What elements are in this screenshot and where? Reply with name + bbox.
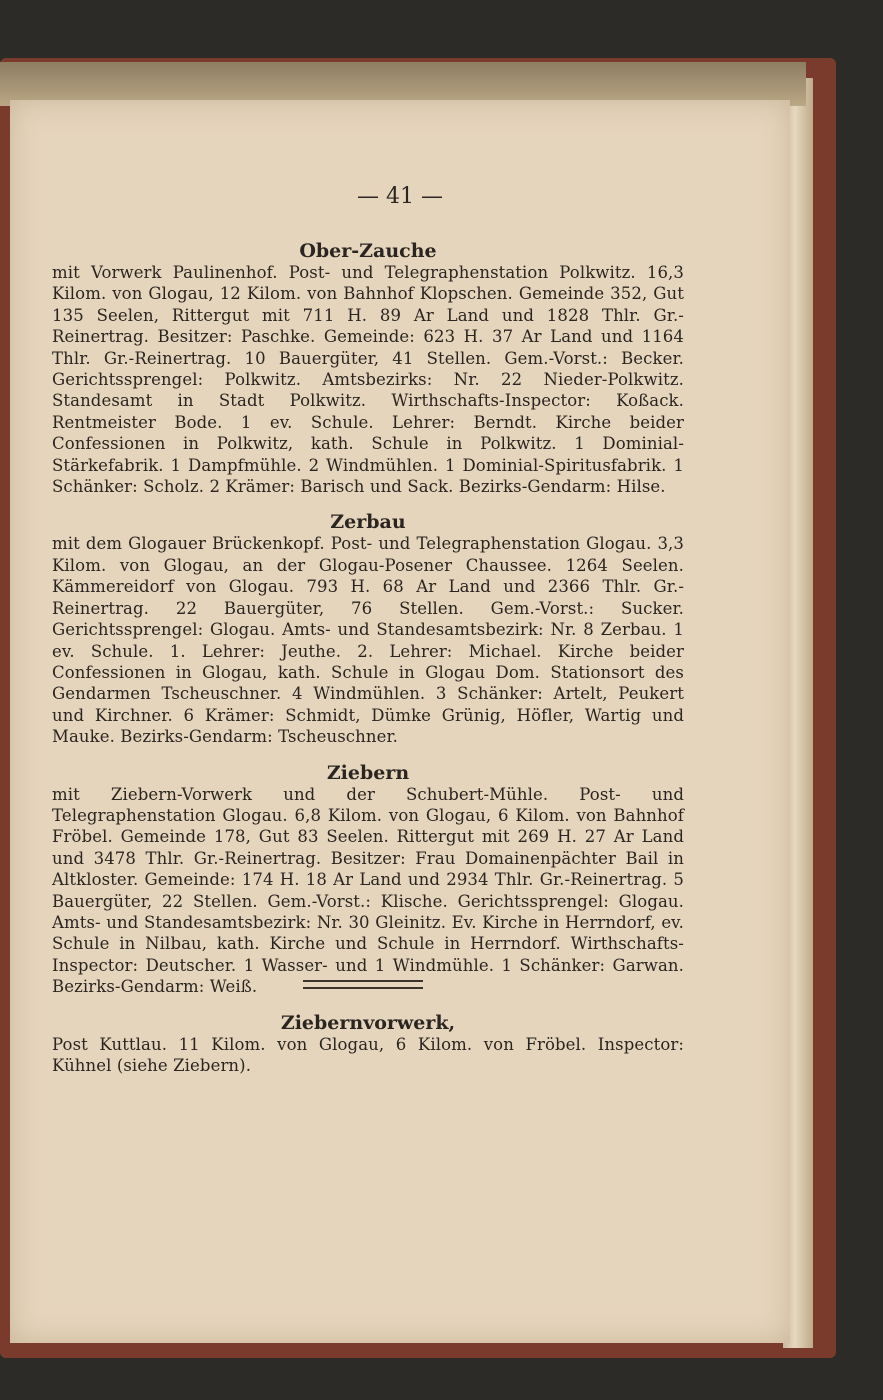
entry-text: mit dem Glogauer Brückenkopf. Post- und Telegraphenstation Glogau. 3,3 Kilom. von Glogau, an der Glogau-Posener Chaussee. 1264 Seelen. Kämmereidorf von Glogau. 793 H. 68 Ar Land und 2366 Thlr. Gr.-Reinertrag. 22 Bauergüter, 76 Stellen. Gem.-Vorst.: Sucker. Gerichtssprengel: Glogau. Amts- und Standesamtsbezirk: Nr. 8 Zerbau. 1 ev. Schule. 1. Lehrer: Jeuthe. 2. Lehrer: Michael. Kirche beider Confessionen in Glogau, kath. Schule in Glogau Dom. Stationsort des Gendarmen Tscheuschner. 4 Windmühlen. 3 Schänker: Artelt, Peukert und Kirchner. 6 Krämer: Schmidt, Dümke Grünig, Höfler, Wartig und Mauke. Bezirks-Gendarm: Tscheuschner.	[52, 534, 684, 747]
double-rule-divider	[303, 980, 423, 989]
entry-ober-zauche	[52, 240, 684, 497]
entry-title: Zerbau	[330, 511, 406, 534]
entry-title: Ziebern	[326, 761, 410, 784]
entry-title: Ziebernvorwerk,	[280, 1011, 456, 1034]
entry-text: Post Kuttlau. 11 Kilom. von Glogau, 6 Kilom. von Fröbel. Inspector: Kühnel (siehe Ziebern).	[52, 1034, 684, 1075]
page-number: — 41 —	[357, 184, 443, 209]
entry-title: Ober-Zauche	[299, 240, 437, 262]
book-page	[10, 100, 790, 1343]
page-content	[52, 240, 684, 1090]
entry-text: mit Ziebern-Vorwerk und der Schubert-Mühle. Post- und Telegraphenstation Glogau. 6,8 Kilom. von Glogau, 6 Kilom. von Bahnhof Fröbel. Gemeinde 178, Gut 83 Seelen. Rittergut mit 269 H. 27 Ar Land und 3478 Thlr. Gr.-Reinertrag. Besitzer: Frau Domainenpächter Bail in Altkloster. Gemeinde: 174 H. 18 Ar Land und 2934 Thlr. Gr.-Reinertrag. 5 Bauergüter, 22 Stellen. Gem.-Vorst.: Klische. Gerichtssprengel: Glogau. Amts- und Standesamtsbezirk: Nr. 30 Gleinitz. Ev. Kirche in Herrndorf, ev. Schule in Nilbau, kath. Kirche und Schule in Herrndorf. Wirthschafts-Inspector: Deutscher. 1 Wasser- und 1 Windmühle. 1 Schänker: Garwan. Bezirks-Gendarm: Weiß.	[52, 784, 684, 997]
entry-text: mit Vorwerk Paulinenhof. Post- und Telegraphenstation Polkwitz. 16,3 Kilom. von Glogau, 12 Kilom. von Bahnhof Klopschen. Gemeinde 352, Gut 135 Seelen, Rittergut mit 711 H. 89 Ar Land und 1828 Thlr. Gr.-Reinertrag. Besitzer: Paschke. Gemeinde: 623 H. 37 Ar Land und 1164 Thlr. Gr.-Reinertrag. 10 Bauergüter, 41 Stellen. Gem.-Vorst.: Becker. Gerichtssprengel: Polkwitz. Amtsbezirks: Nr. 22 Nieder-Polkwitz. Standesamt in Stadt Polkwitz. Wirthschafts-Inspector: Koßack. Rentmeister Bode. 1 ev. Schule. Lehrer: Berndt. Kirche beider Confessionen in Polkwitz, kath. Schule in Polkwitz. 1 Dominial-Stärkefabrik. 1 Dampfmühle. 2 Windmühlen. 1 Dominial-Spiritusfabrik. 1 Schänker: Scholz. 2 Krämer: Barisch und Sack. Bezirks-Gendarm: Hilse.	[52, 263, 684, 497]
entry-ziebernvorwerk	[52, 1012, 684, 1077]
entry-ziebern	[52, 762, 684, 998]
entry-zerbau	[52, 511, 684, 747]
